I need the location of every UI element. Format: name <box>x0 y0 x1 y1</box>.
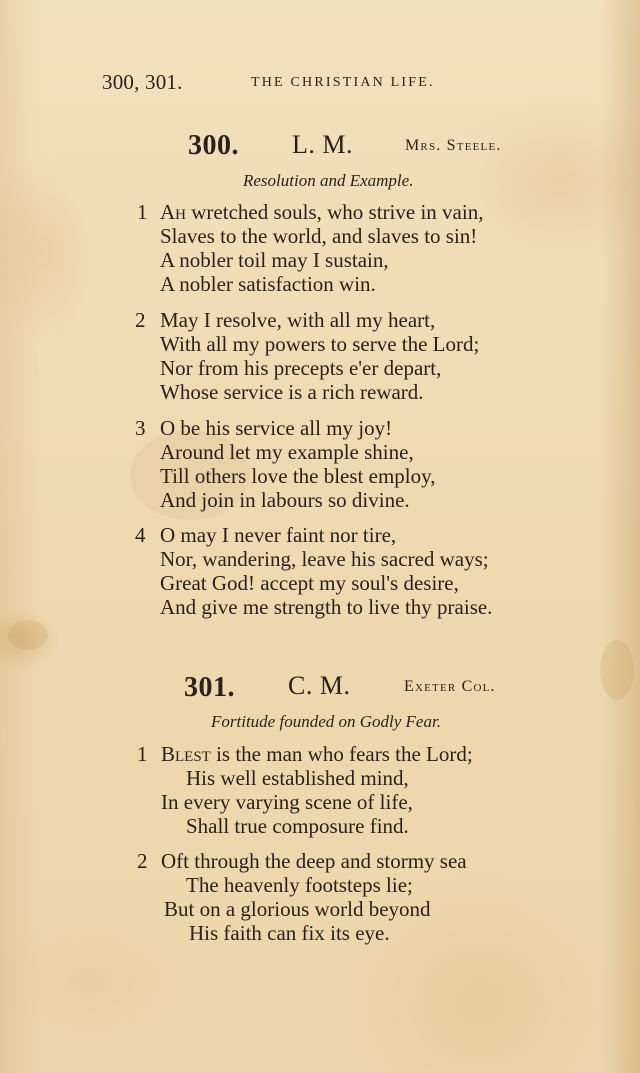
hymn-subject: Fortitude founded on Godly Fear. <box>211 712 441 731</box>
first-line-rest: is the man who fears the Lord; <box>210 742 473 766</box>
verse-line: A nobler satisfaction win. <box>160 272 376 296</box>
verse-line: And join in labours so divine. <box>160 488 410 512</box>
verse-line <box>160 200 483 225</box>
verse-line: O may I never faint nor tire, <box>160 523 397 547</box>
verse-line: Nor from his precepts e'er depart, <box>160 356 442 380</box>
verse-line: But on a glorious world beyond <box>164 897 431 921</box>
paper-stain <box>8 620 48 650</box>
verse-line: Slaves to the world, and slaves to sin! <box>160 224 478 248</box>
verse-number: 4 <box>135 523 146 547</box>
verse-line: Nor, wandering, leave his sacred ways; <box>160 547 489 571</box>
hymn-tune: Mrs. Steele. <box>405 137 502 154</box>
running-head-title: THE CHRISTIAN LIFE. <box>251 75 435 90</box>
verse-line: Whose service is a rich reward. <box>160 380 424 404</box>
verse-line: A nobler toil may I sustain, <box>160 248 389 272</box>
hymn-tune: Exeter Col. <box>404 678 496 695</box>
verse-line <box>161 742 473 767</box>
hymn-meter: C. M. <box>288 671 351 700</box>
verse-line: Great God! accept my soul's desire, <box>160 571 459 595</box>
verse-line: The heavenly footsteps lie; <box>186 873 413 897</box>
verse-line: Shall true composure find. <box>186 814 409 838</box>
hymn-number: 300. <box>188 130 239 161</box>
first-word-small-caps: Blest <box>161 742 211 766</box>
paper-stain <box>600 640 634 700</box>
verse-line: Around let my example shine, <box>160 440 414 464</box>
running-head-numbers: 300, 301. <box>102 70 183 94</box>
first-word-small-caps: Ah <box>160 200 186 224</box>
verse-number: 3 <box>135 416 146 440</box>
verse-line: Till others love the blest employ, <box>160 464 436 488</box>
verse-line: His well established mind, <box>186 766 409 790</box>
hymn-meter: L. M. <box>292 130 353 159</box>
hymn-subject: Resolution and Example. <box>243 171 414 190</box>
verse-line: And give me strength to live thy praise. <box>160 595 493 619</box>
verse-number: 2 <box>135 308 146 332</box>
verse-line: With all my powers to serve the Lord; <box>160 332 480 356</box>
verse-line: May I resolve, with all my heart, <box>160 308 436 332</box>
verse-line: Oft through the deep and stormy sea <box>161 849 467 873</box>
hymn-number: 301. <box>184 672 235 703</box>
verse-number: 2 <box>137 849 148 873</box>
verse-line: In every varying scene of life, <box>161 790 413 814</box>
verse-line: His faith can fix its eye. <box>189 921 390 945</box>
verse-line: O be his service all my joy! <box>160 416 393 440</box>
first-line-rest: wretched souls, who strive in vain, <box>186 200 484 224</box>
verse-number: 1 <box>137 200 148 224</box>
verse-number: 1 <box>137 742 148 766</box>
